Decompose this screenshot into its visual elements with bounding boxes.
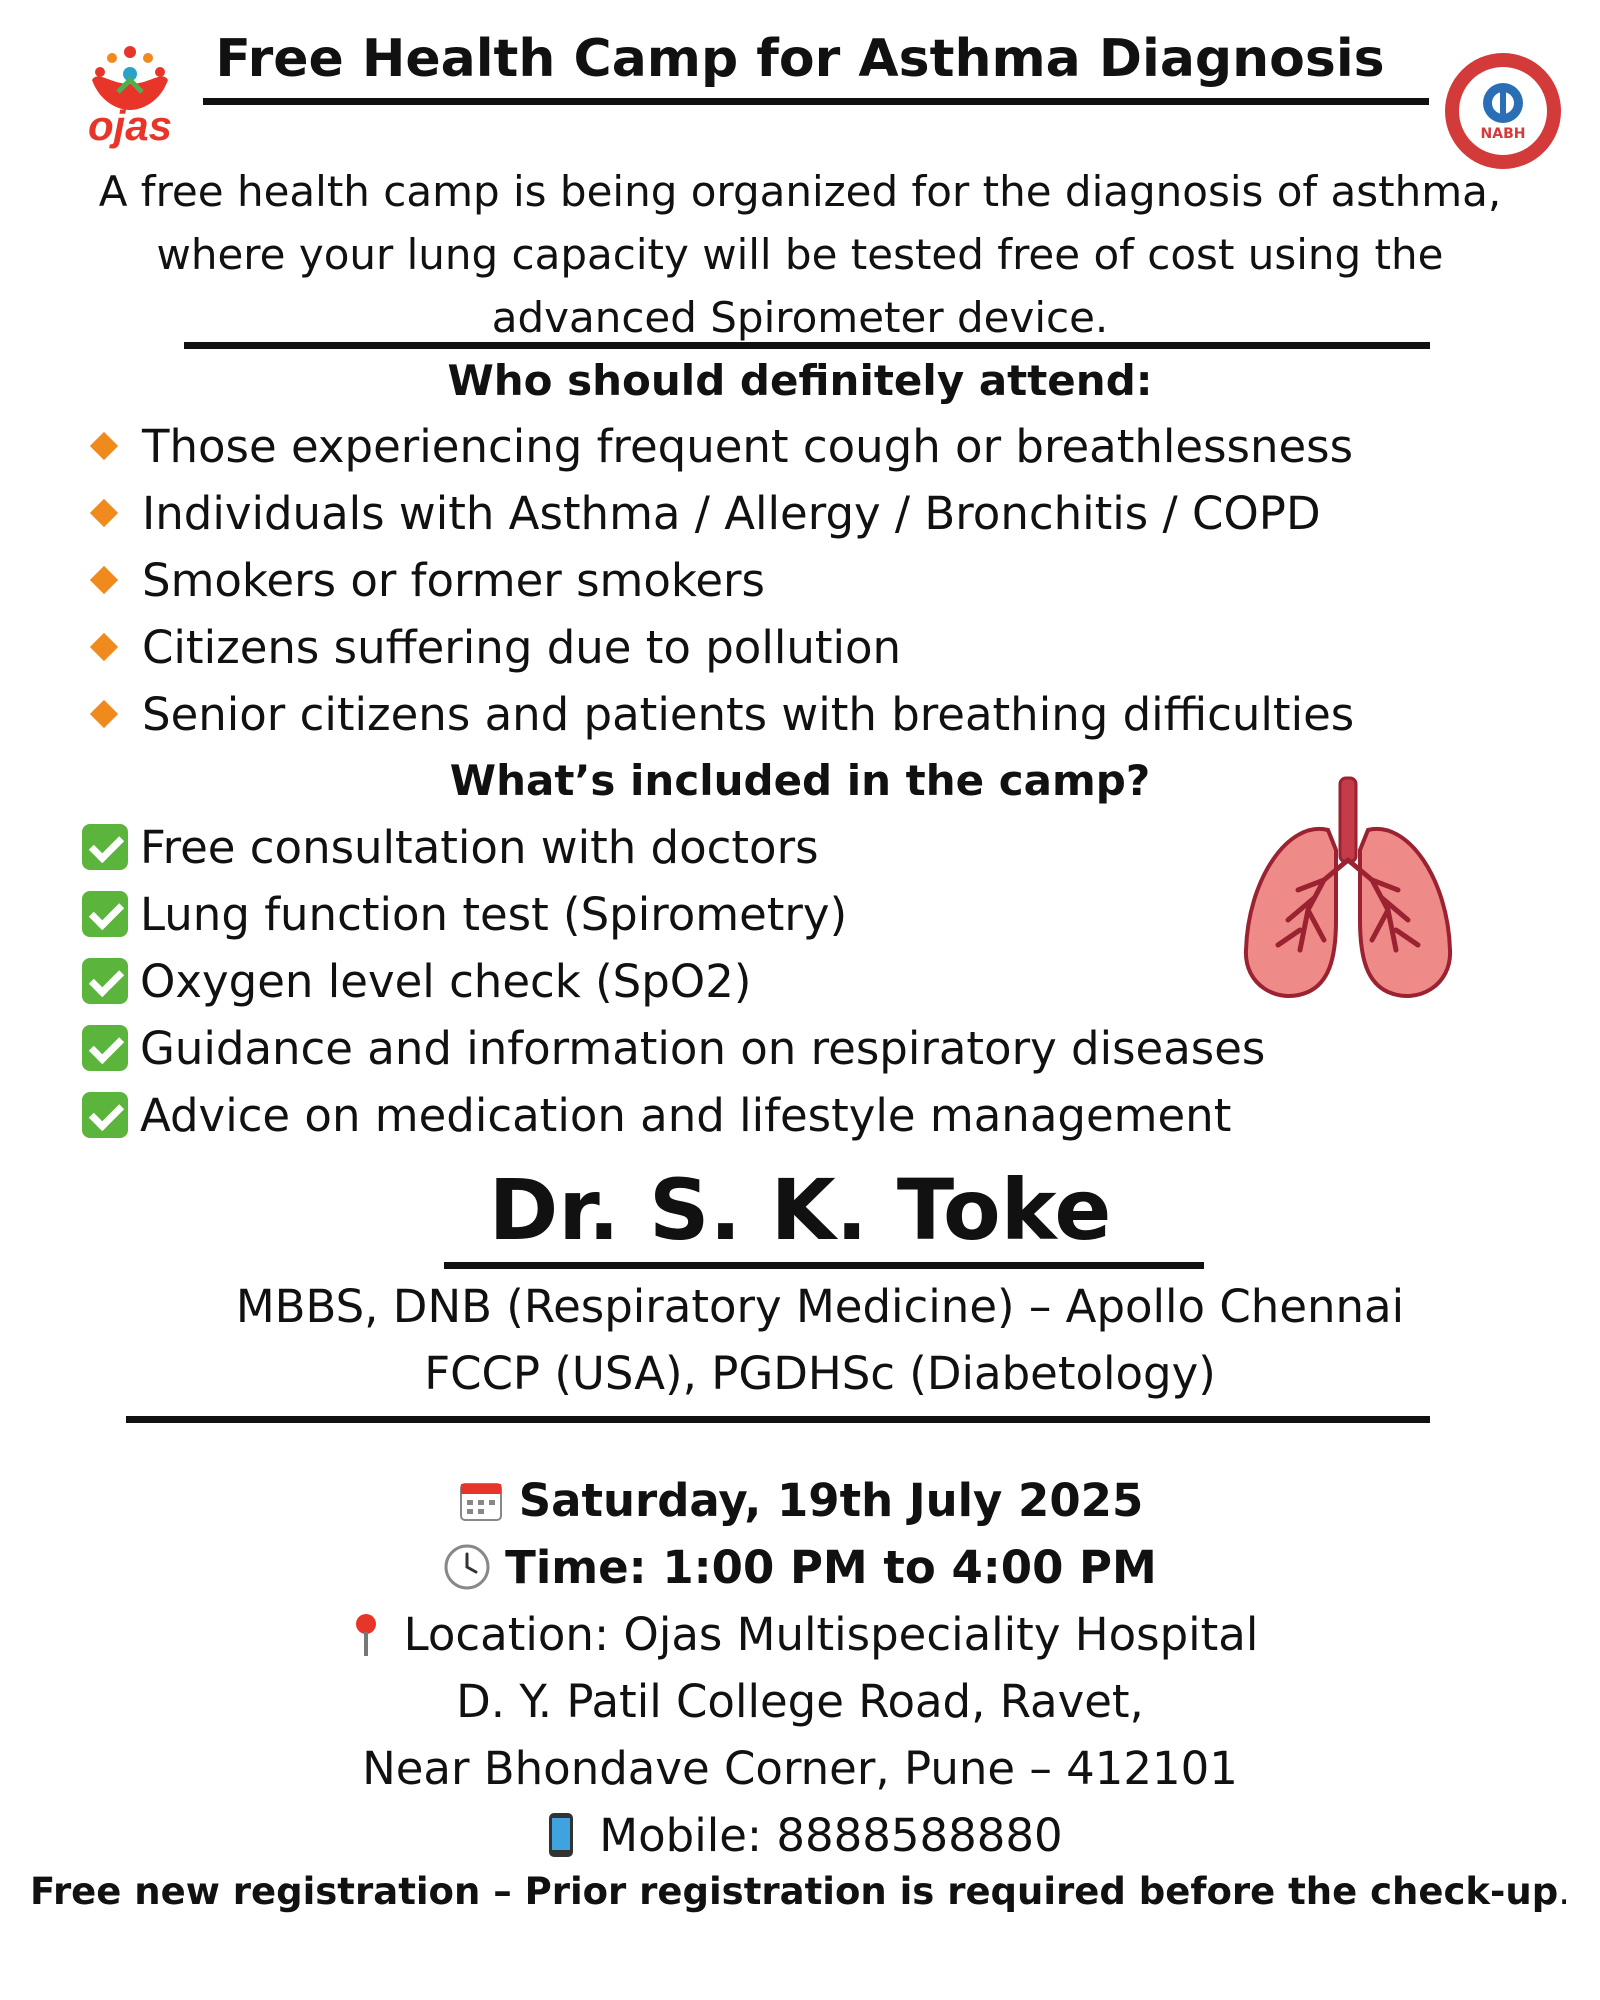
intro-paragraph [0,160,1600,349]
intro-line: where your lung capacity will be tested free of cost using the [156,230,1444,279]
list-item: Lung function test (Spirometry) [82,882,847,948]
bullet-diamond-icon [90,499,118,527]
event-location: Location: Ojas Multispeciality Hospital [0,1602,1600,1668]
doctor-underline [444,1262,1204,1269]
lungs-icon [1228,770,1468,1010]
list-item: Senior citizens and patients with breathing difficulties [82,682,1354,748]
checkmark-icon [82,1025,128,1071]
nabh-badge [1440,48,1566,174]
doctor-qualification-1: MBBS, DNB (Respiratory Medicine) – Apollo Chennai [235,1280,1405,1333]
list-item: Advice on medication and lifestyle management [82,1083,1231,1149]
event-mobile: Mobile: 8888588880 [0,1803,1600,1869]
bullet-diamond-icon [90,432,118,460]
event-time: Time: 1:00 PM to 4:00 PM [0,1535,1600,1601]
checkmark-icon [82,958,128,1004]
ojas-logo-text: ojas [87,102,173,149]
doctor-divider [126,1416,1430,1423]
list-item: Oxygen level check (SpO2) [82,949,751,1015]
checkmark-icon [82,824,128,870]
location-pin-icon [342,1610,390,1658]
list-item: Individuals with Asthma / Allergy / Bronchitis / COPD [82,481,1321,547]
event-address-2: Near Bhondave Corner, Pune – 412101 [362,1742,1238,1795]
list-item: Those experiencing frequent cough or breathlessness [82,414,1353,480]
nabh-badge-text: NABH [1480,126,1526,142]
event-address-1: D. Y. Patil College Road, Ravet, [456,1675,1144,1728]
title-underline [203,98,1429,105]
page-title: Free Health Camp for Asthma Diagnosis [215,29,1385,89]
mobile-phone-icon [537,1811,585,1859]
bullet-diamond-icon [90,700,118,728]
registration-note: Free new registration – Prior registration is required before the check-up. [30,1870,1570,1913]
doctor-qualification-2: FCCP (USA), PGDHSc (Diabetology) [424,1347,1216,1400]
attend-heading: Who should definitely attend: [447,356,1153,405]
checkmark-icon [82,891,128,937]
bullet-diamond-icon [90,633,118,661]
list-item: Citizens suffering due to pollution [82,615,901,681]
calendar-icon [457,1476,505,1524]
lungs-illustration [1228,770,1468,1010]
list-item: Guidance and information on respiratory diseases [82,1016,1265,1082]
clock-icon [443,1543,491,1591]
doctor-name: Dr. S. K. Toke [488,1161,1112,1259]
intro-line: A free health camp is being organized for the diagnosis of asthma, [98,167,1502,216]
nabh-badge-icon [1440,48,1566,174]
included-heading: What’s included in the camp? [449,756,1151,805]
list-item: Smokers or former smokers [82,548,765,614]
list-item: Free consultation with doctors [82,815,819,881]
event-date: Saturday, 19th July 2025 [0,1468,1600,1534]
bullet-diamond-icon [90,566,118,594]
intro-line: advanced Spirometer device. [491,293,1109,342]
checkmark-icon [82,1092,128,1138]
